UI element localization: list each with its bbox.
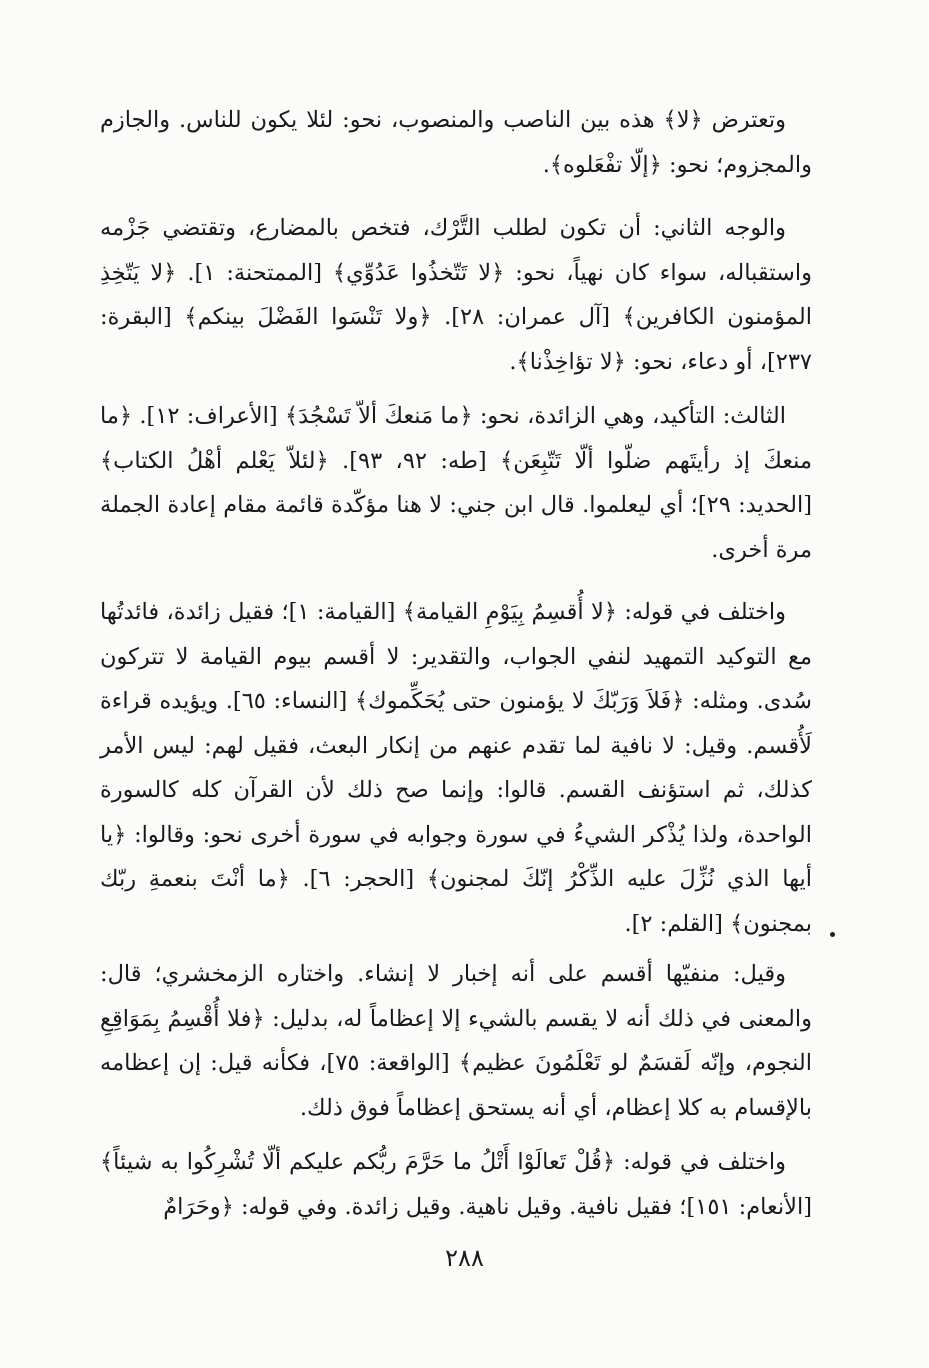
- margin-dot: [830, 932, 835, 937]
- paragraph-5: [100, 952, 812, 1130]
- paragraph-text: الثالث: التأكيد، وهي الزائدة، نحو: ﴿ما مَنعكَ ألاّ تَسْجُدَ﴾ [الأعراف: ١٢]. ﴿ما منعكَ إذ رأيتَهم ضلّوا ألّا تَتّبِعَن﴾ [طه: ٩٢، ٩٣]. ﴿لئلاّ يَعْلم أهْلُ الكتاب﴾ [الحديد: ٢٩]؛ أي ليعلموا. قال ابن جني: لا هنا مؤكّدة قائمة مقام إعادة الجملة مرة أخرى.: [100, 403, 813, 563]
- paragraph-1: [100, 98, 812, 187]
- paragraph-4: [100, 590, 812, 946]
- paragraph-text: وتعترض ﴿لا﴾ هذه بين الناصب والمنصوب، نحو: لئلا يكون للناس. والجازم والمجزوم؛ نحو: ﴿إلّا تفْعَلوه﴾.: [100, 107, 812, 178]
- page-number: ٢٨٨: [445, 1244, 484, 1272]
- paragraph-text: وقيل: منفيّها أقسم على أنه إخبار لا إنشاء. واختاره الزمخشري؛ قال: والمعنى في ذلك أنه لا يقسم بالشيء إلا إعظاماً له، بدليل: ﴿فلا أُقْسِمُ بِمَوَاقِعِ النجوم، وإنّه لَقسَمٌ لو تَعْلَمُونَ عظيم﴾ [الواقعة: ٧٥]، فكأنه قيل: إن إعظامه بالإقسام به كلا إعظام، أي أنه يستحق إعظاماً فوق ذلك.: [100, 961, 812, 1121]
- paragraph-text: والوجه الثاني: أن تكون لطلب التَّرْك، فتخص بالمضارع، وتقتضي جَزْمه واستقباله، سواء كان نهياً، نحو: ﴿لا تَتّخذُوا عَدُوِّي﴾ [الممتحنة: ١]. ﴿لا يَتّخِذِ المؤمنون الكافرين﴾ [آل عمران: ٢٨]. ﴿ولا تَنْسَوا الفَضْلَ بينكم﴾ [البقرة: ٢٣٧]، أو دعاء، نحو: ﴿لا تؤاخِذْنا﴾.: [100, 215, 813, 375]
- paragraph-text: واختلف في قوله: ﴿قُلْ تَعالَوْا أَتْلُ ما حَرَّمَ ربُّكم عليكم ألّا تُشْرِكُوا به شيئاً﴾ [الأنعام: ١٥١]؛ فقيل نافية. وقيل ناهية. وقيل زائدة. وفي قوله: ﴿وحَرَامٌ: [100, 1149, 812, 1220]
- paragraph-2: [100, 206, 812, 384]
- paragraph-3: [100, 394, 812, 572]
- paragraph-text: واختلف في قوله: ﴿لا أُقسِمُ بِيَوْمِ القيامة﴾ [القيامة: ١]؛ فقيل زائدة، فائدتُها مع التوكيد التمهيد لنفي الجواب، والتقدير: لا أقسم بيوم القيامة لا تتركون سُدى. ومثله: ﴿فَلاَ وَرَبّكَ لا يؤمنون حتى يُحَكِّموك﴾ [النساء: ٦٥]. ويؤيده قراءة لَأُقسم. وقيل: لا نافية لما تقدم عنهم من إنكار البعث، فقيل لهم: ليس الأمر كذلك، ثم استؤنف القسم. قالوا: وإنما صح ذلك لأن القرآن كله كالسورة الواحدة، ولذا يُذْكر الشيءُ في سورة وجوابه في سورة أخرى نحو: وقالوا: ﴿يا أيها الذي نُزِّلَ عليه الذِّكْرُ إنّكَ لمجنون﴾ [الحجر: ٦]. ﴿ما أنْتَ بنعمةِ ربّك بمجنون﴾ [القلم: ٢].: [100, 599, 812, 937]
- paragraph-6: [100, 1140, 812, 1229]
